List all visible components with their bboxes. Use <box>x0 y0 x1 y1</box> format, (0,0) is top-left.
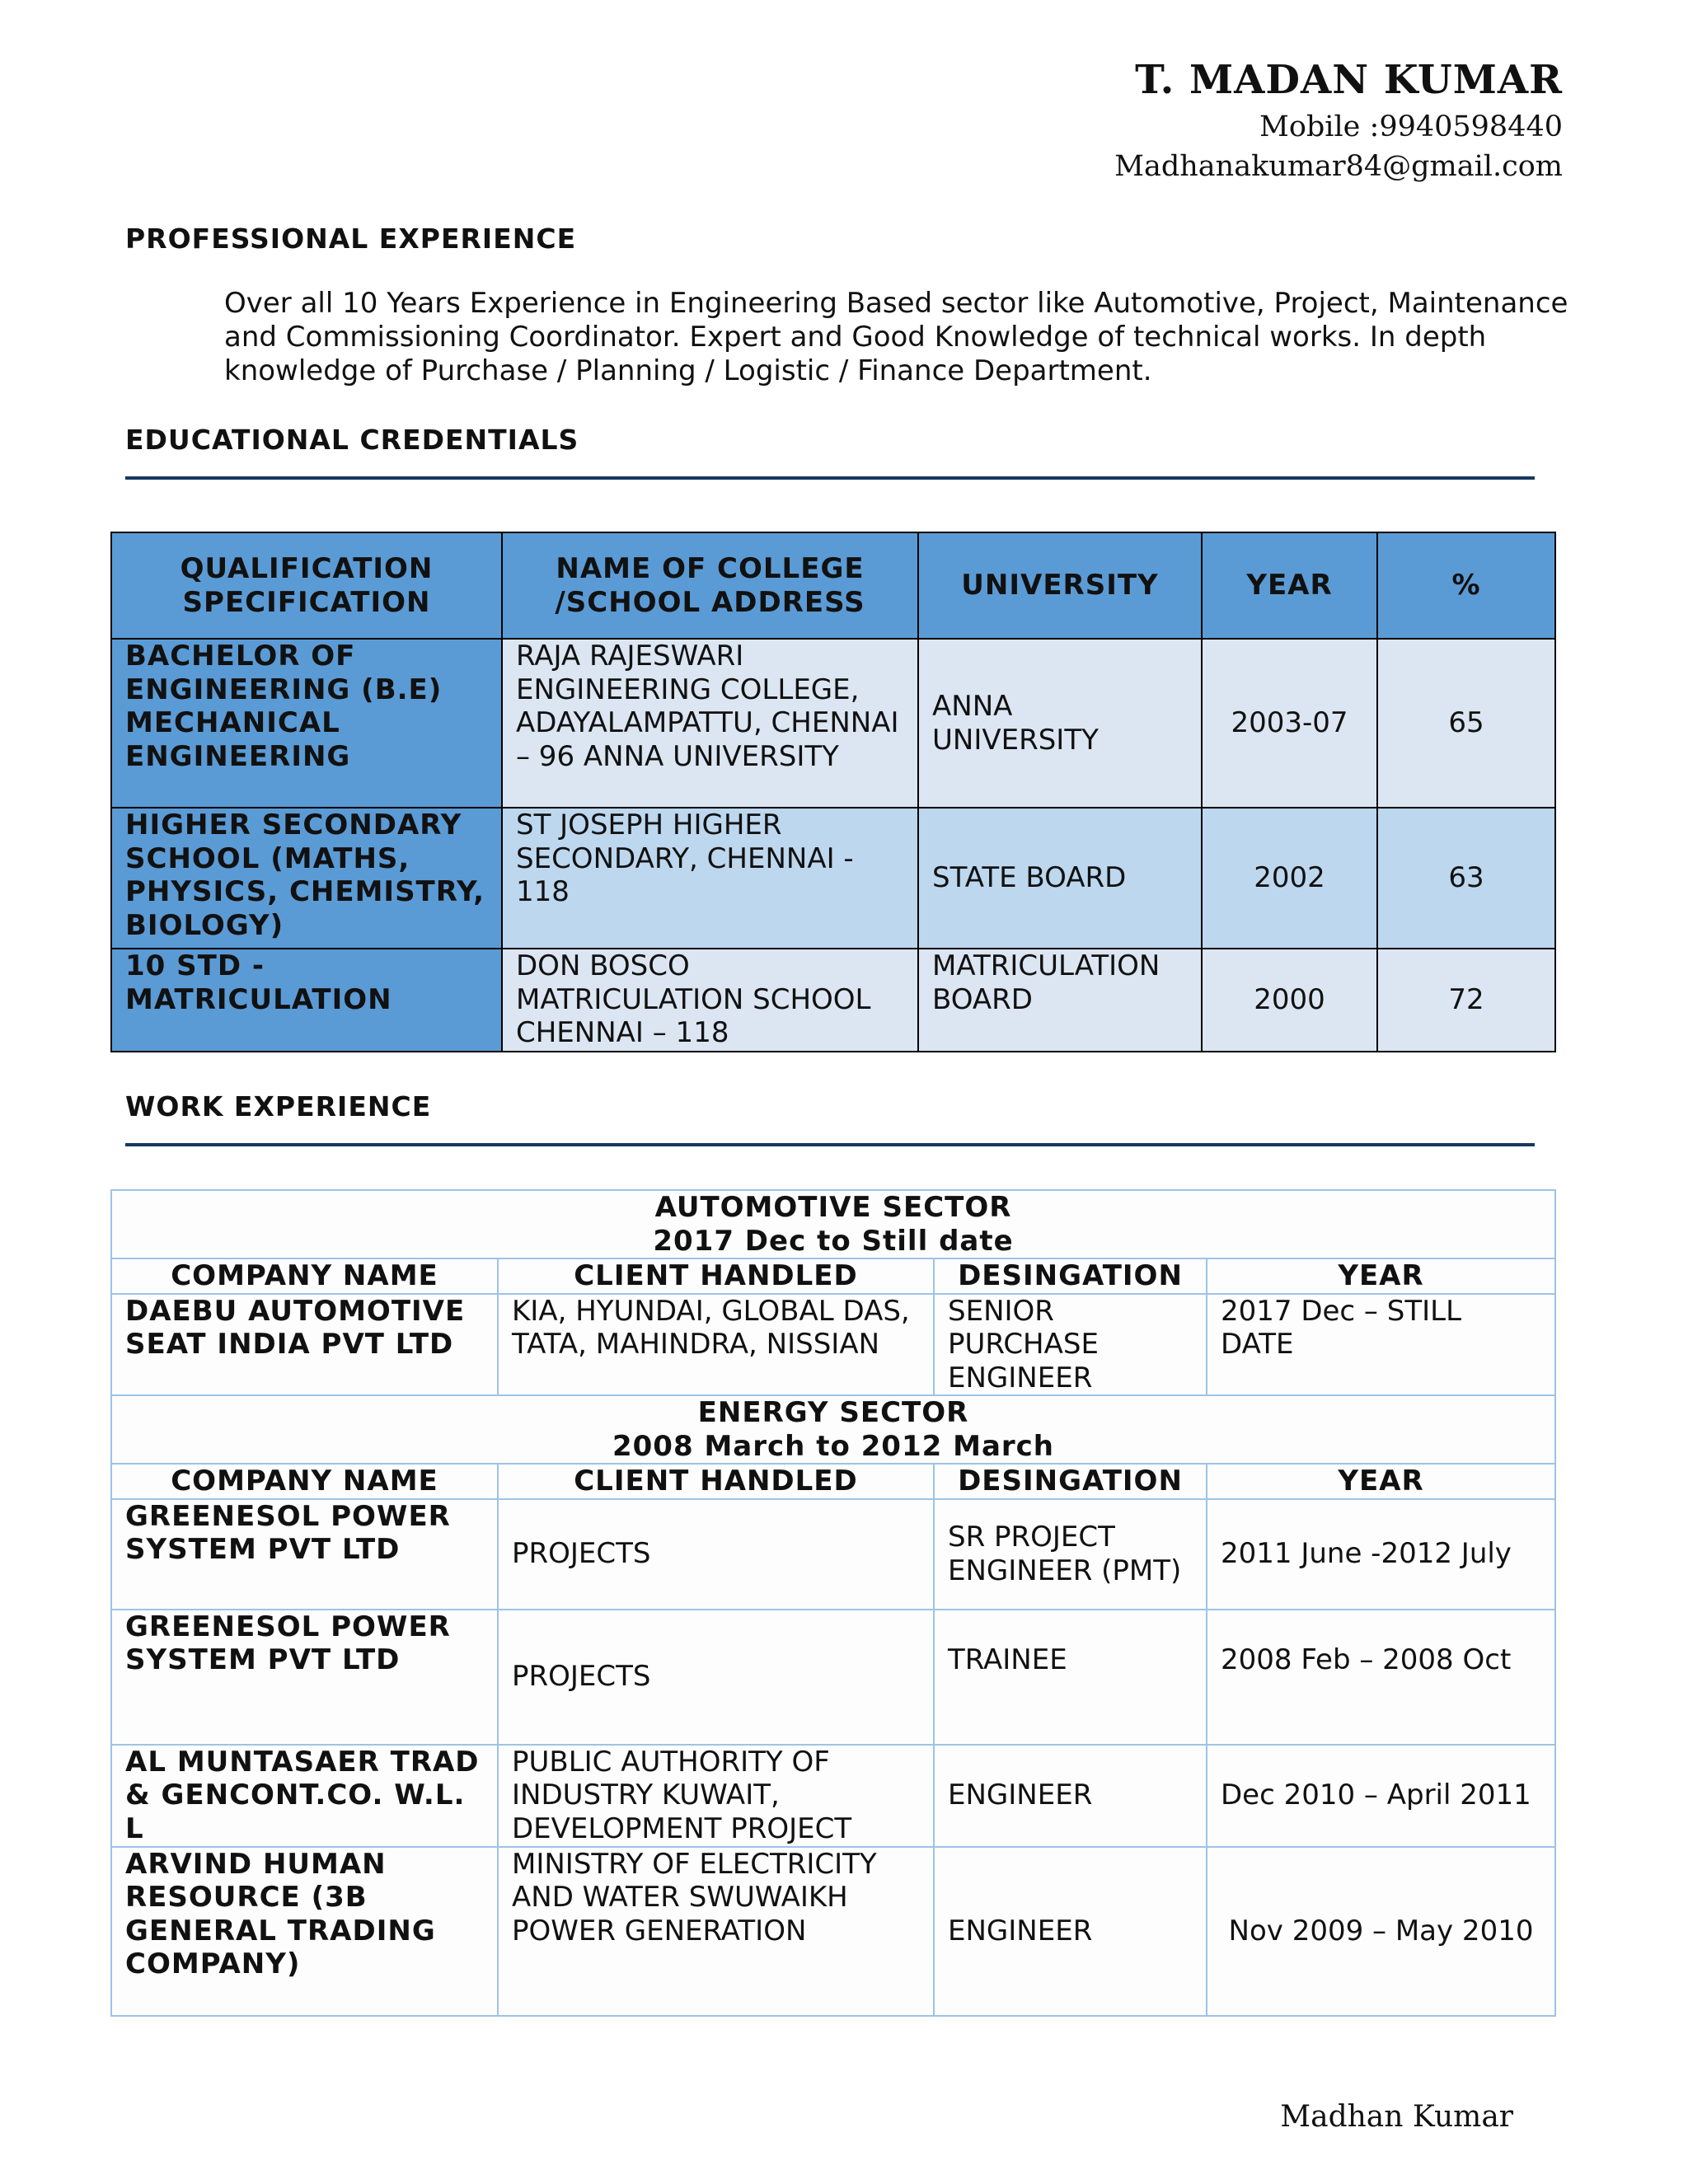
client-cell: MINISTRY OF ELECTRICITY AND WATER SWUWAIKH POWER GENERATION <box>498 1847 934 2016</box>
client-cell: PROJECTS <box>498 1499 934 1610</box>
company-cell: AL MUNTASAER TRAD & GENCONT.CO. W.L. L <box>111 1745 498 1847</box>
table-row <box>111 1847 1555 2016</box>
year-cell: 2002 <box>1202 808 1377 949</box>
summary-line: knowledge of Purchase / Planning / Logistic / Finance Department. <box>224 354 1152 387</box>
company-cell: GREENESOL POWER SYSTEM PVT LTD <box>111 1610 498 1745</box>
education-table <box>110 532 1556 1052</box>
table-header-row <box>111 532 1555 639</box>
company-cell: GREENESOL POWER SYSTEM PVT LTD <box>111 1499 498 1610</box>
institution-cell: DON BOSCO MATRICULATION SCHOOL CHENNAI – 118 <box>502 949 918 1052</box>
section-title-education: EDUCATIONAL CREDENTIALS <box>125 424 579 456</box>
institution-cell: RAJA RAJESWARI ENGINEERING COLLEGE, ADAYALAMPATTU, CHENNAI – 96 ANNA UNIVERSITY <box>502 639 918 808</box>
column-header: % <box>1377 532 1555 639</box>
column-header: CLIENT HANDLED <box>498 1464 934 1499</box>
year-cell: Nov 2009 – May 2010 <box>1207 1847 1555 2016</box>
sector-row-energy <box>111 1395 1555 1464</box>
sector-period: 2008 March to 2012 March <box>612 1429 1055 1463</box>
designation-cell: ENGINEER <box>934 1745 1207 1847</box>
summary-line: Over all 10 Years Experience in Engineering Based sector like Automotive, Project, Maintenance <box>224 287 1568 320</box>
year-cell: 2000 <box>1202 949 1377 1052</box>
section-title-work: WORK EXPERIENCE <box>125 1090 432 1122</box>
designation-cell: TRAINEE <box>934 1610 1207 1745</box>
year-cell: 2011 June -2012 July <box>1207 1499 1555 1610</box>
column-header-row <box>111 1464 1555 1499</box>
table-row <box>111 949 1555 1052</box>
percent-cell: 63 <box>1377 808 1555 949</box>
sector-name: ENERGY SECTOR <box>697 1396 969 1429</box>
client-cell: KIA, HYUNDAI, GLOBAL DAS, TATA, MAHINDRA, NISSIAN <box>498 1294 934 1396</box>
sector-name: AUTOMOTIVE SECTOR <box>654 1191 1012 1224</box>
work-experience-table <box>110 1189 1556 2017</box>
qualification-cell: BACHELOR OF ENGINEERING (B.E) MECHANICAL ENGINEERING <box>111 639 502 808</box>
year-cell: 2017 Dec – STILL DATE <box>1207 1294 1555 1396</box>
column-header: YEAR <box>1207 1464 1555 1499</box>
email-address: Madhanakumar84@gmail.com <box>1114 150 1563 183</box>
sector-period: 2017 Dec to Still date <box>653 1224 1014 1258</box>
designation-cell: ENGINEER <box>934 1847 1207 2016</box>
table-row <box>111 808 1555 949</box>
section-title-professional: PROFESSIONAL EXPERIENCE <box>125 223 577 255</box>
year-cell: 2008 Feb – 2008 Oct <box>1207 1610 1555 1745</box>
table-row <box>111 1499 1555 1610</box>
table-row <box>111 1294 1555 1396</box>
sector-heading <box>111 1395 1555 1464</box>
sector-heading <box>111 1190 1555 1258</box>
section-divider <box>125 1143 1535 1146</box>
section-divider <box>125 476 1535 480</box>
institution-cell: ST JOSEPH HIGHER SECONDARY, CHENNAI - 118 <box>502 808 918 949</box>
mobile-number: Mobile :9940598440 <box>1259 110 1563 143</box>
table-row <box>111 1745 1555 1847</box>
sector-row-automotive <box>111 1190 1555 1258</box>
qualification-cell: 10 STD - MATRICULATION <box>111 949 502 1052</box>
column-header: NAME OF COLLEGE /SCHOOL ADDRESS <box>502 532 918 639</box>
column-header: UNIVERSITY <box>918 532 1202 639</box>
professional-summary <box>224 287 1576 388</box>
percent-cell: 65 <box>1377 639 1555 808</box>
column-header: QUALIFICATION SPECIFICATION <box>111 532 502 639</box>
year-cell: 2003-07 <box>1202 639 1377 808</box>
client-cell: PUBLIC AUTHORITY OF INDUSTRY KUWAIT, DEVELOPMENT PROJECT <box>498 1745 934 1847</box>
company-cell: DAEBU AUTOMOTIVE SEAT INDIA PVT LTD <box>111 1294 498 1396</box>
column-header: CLIENT HANDLED <box>498 1258 934 1294</box>
column-header-row <box>111 1258 1555 1294</box>
table-row <box>111 639 1555 808</box>
designation-cell: SENIOR PURCHASE ENGINEER <box>934 1294 1207 1396</box>
table-row <box>111 1610 1555 1745</box>
designation-cell: SR PROJECT ENGINEER (PMT) <box>934 1499 1207 1610</box>
column-header: COMPANY NAME <box>111 1258 498 1294</box>
company-cell: ARVIND HUMAN RESOURCE (3B GENERAL TRADING COMPANY) <box>111 1847 498 2016</box>
column-header: YEAR <box>1202 532 1377 639</box>
column-header: DESINGATION <box>934 1258 1207 1294</box>
university-cell: MATRICULATION BOARD <box>918 949 1202 1052</box>
column-header: DESINGATION <box>934 1464 1207 1499</box>
resume-header <box>1114 53 1563 186</box>
year-cell: Dec 2010 – April 2011 <box>1207 1745 1555 1847</box>
qualification-cell: HIGHER SECONDARY SCHOOL (MATHS, PHYSICS, CHEMISTRY, BIOLOGY) <box>111 808 502 949</box>
candidate-name: T. MADAN KUMAR <box>1135 57 1563 103</box>
column-header: YEAR <box>1207 1258 1555 1294</box>
client-cell: PROJECTS <box>498 1610 934 1745</box>
summary-line: and Commissioning Coordinator. Expert and Good Knowledge of technical works. In depth <box>224 321 1487 354</box>
percent-cell: 72 <box>1377 949 1555 1052</box>
university-cell: ANNA UNIVERSITY <box>918 639 1202 808</box>
university-cell: STATE BOARD <box>918 808 1202 949</box>
column-header: COMPANY NAME <box>111 1464 498 1499</box>
signature: Madhan Kumar <box>1280 2100 1513 2134</box>
